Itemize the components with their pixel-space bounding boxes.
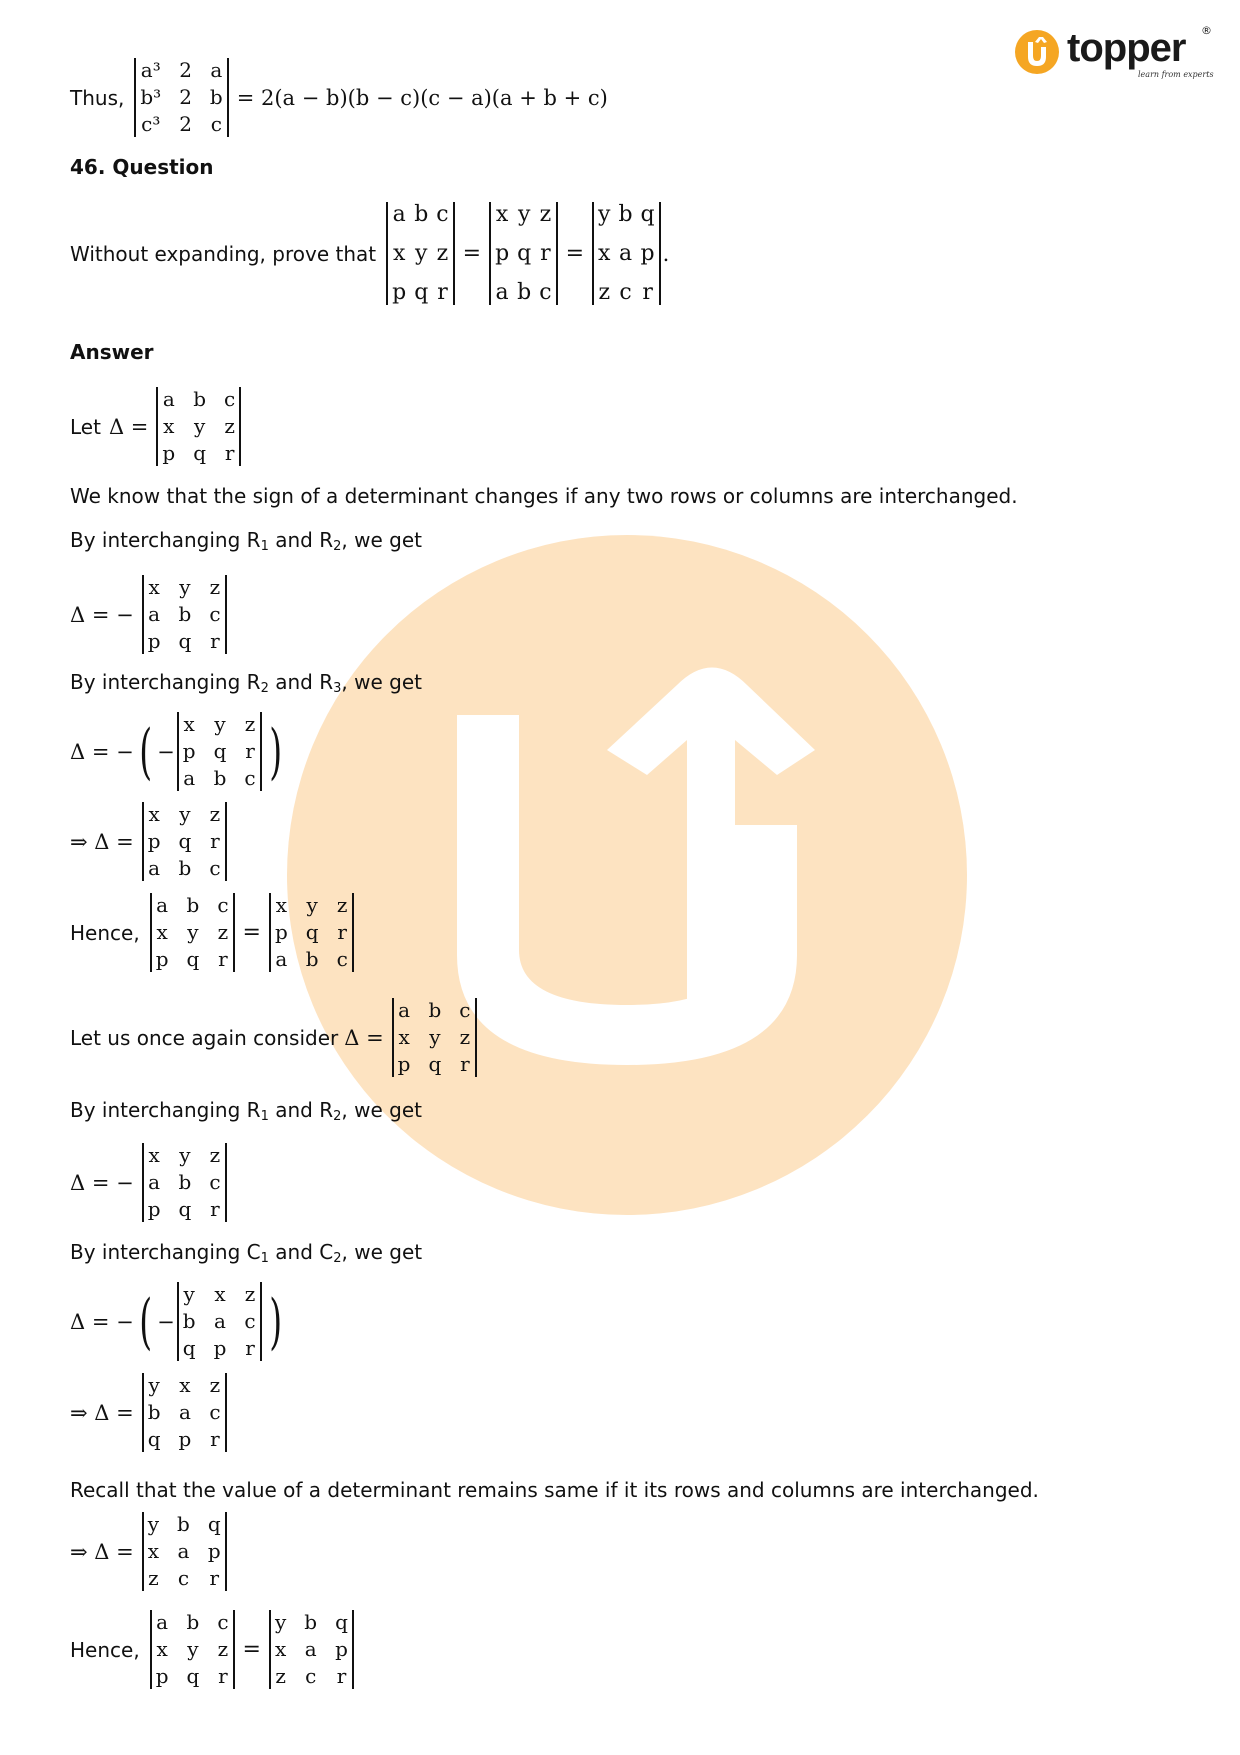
matrix-entry: q	[178, 629, 192, 653]
matrix-entry: p	[178, 1427, 192, 1451]
matrix-entry: a	[178, 1400, 191, 1424]
matrix-entry: c³	[141, 112, 161, 136]
matrix-entry: b	[414, 202, 429, 227]
matrix-entries	[394, 998, 475, 1077]
matrix-entry: p	[213, 1336, 227, 1360]
matrix-entry: r	[437, 280, 448, 305]
matrix-entry: a³	[140, 58, 161, 82]
matrix-entry: r	[209, 1566, 220, 1590]
matrix-entries	[144, 1512, 225, 1591]
matrix-entry: a	[214, 1309, 226, 1333]
matrix-entry: b	[305, 947, 319, 971]
matrix-entry: r	[218, 947, 228, 971]
matrix-entry: c	[177, 1566, 190, 1590]
matrix-entry: b	[209, 85, 223, 109]
matrix-entry: q	[305, 920, 319, 944]
matrix-entry: y	[179, 575, 191, 599]
matrix-entry: q	[147, 1427, 161, 1451]
answer-heading-row	[70, 340, 154, 364]
matrix-entries	[144, 1373, 225, 1452]
implies-delta-ybq: ⇒ Δ = y b q x a p z c r	[70, 1512, 229, 1591]
matrix-entry: p	[162, 441, 176, 465]
matrix-entry: a	[618, 241, 633, 266]
matrix-entries	[136, 58, 226, 137]
matrix-entry: x	[148, 802, 160, 826]
matrix-entry: z	[275, 1664, 286, 1688]
matrix-entry: p	[147, 629, 161, 653]
matrix-entries	[144, 1143, 225, 1222]
matrix-entry: b	[178, 1170, 192, 1194]
matrix-entry: c	[210, 112, 222, 136]
matrix-entries	[144, 575, 225, 654]
implies-delta-xyz-pqr-abc: ⇒ Δ = x y z p q r a b c	[70, 802, 229, 881]
matrix-entry: 2	[179, 112, 192, 136]
matrix-entry: b³	[140, 85, 162, 109]
matrix-entry: c	[209, 856, 221, 880]
matrix-entry: p	[392, 280, 407, 305]
matrix-entry: y	[274, 1610, 287, 1634]
matrix-entry: c	[436, 202, 449, 227]
determinant-abc	[386, 202, 455, 305]
matrix-entry: c	[244, 766, 256, 790]
matrix-entry: b	[618, 202, 633, 227]
hence-first-result: Hence, a b c x y z p q r = x y z p q r a b c	[70, 893, 356, 972]
matrix-entry: y	[306, 893, 318, 917]
matrix-entry: c	[336, 947, 348, 971]
thus-label: Thus,	[70, 85, 125, 110]
matrix-entry: b	[177, 1512, 190, 1536]
matrix-entry: q	[178, 1197, 192, 1221]
determinant-ybq	[592, 202, 661, 305]
matrix-entry: y	[429, 1025, 441, 1049]
matrix-entries	[388, 202, 453, 305]
implies-delta-yxz: ⇒ Δ = y x z b a c q p r	[70, 1373, 229, 1452]
matrix-entry: z	[148, 1566, 159, 1590]
step-r1-r2: By interchanging R 1 and R 2 , we get	[70, 528, 422, 554]
delta-neg-xyz-abc-again: Δ = − x y z a b c p q r	[70, 1143, 229, 1222]
question-heading: 46. Question	[70, 155, 214, 179]
matrix-entry: b	[186, 893, 200, 917]
matrix-entry: b	[182, 1309, 196, 1333]
matrix-entry: q	[186, 1664, 200, 1688]
matrix-entry: y	[187, 920, 199, 944]
matrix-entry: y	[183, 1282, 195, 1306]
matrix-entry: a	[148, 1170, 161, 1194]
matrix-entry: y	[179, 802, 191, 826]
matrix-entry: p	[207, 1539, 221, 1563]
matrix-entry: b	[304, 1610, 318, 1634]
delta-double-neg-yxz: Δ = − ( − y x z b a c q p r )	[70, 1282, 282, 1360]
matrix-entry: y	[415, 241, 428, 266]
matrix-entries	[179, 1282, 260, 1361]
hence-second-result: Hence, a b c x y z p q r = y b q x a p z c r	[70, 1610, 356, 1689]
matrix-entry: x	[147, 1539, 160, 1563]
matrix-entry: c	[217, 893, 229, 917]
determinant-cubic	[134, 58, 228, 137]
matrix-entry: x	[214, 1282, 226, 1306]
matrix-entry: 2	[179, 58, 192, 82]
determinant-abc	[156, 387, 241, 466]
matrix-entries	[179, 712, 260, 791]
matrix-entry: x	[392, 241, 406, 266]
matrix-entry: q	[193, 441, 206, 465]
matrix-entry: r	[540, 241, 551, 266]
matrix-entry: z	[209, 802, 221, 826]
matrix-entry: x	[275, 893, 287, 917]
matrix-entry: y	[147, 1512, 160, 1536]
matrix-entry: c	[305, 1664, 317, 1688]
matrix-entry: a	[148, 602, 161, 626]
matrix-entry: r	[224, 441, 235, 465]
matrix-entry: z	[336, 893, 348, 917]
matrix-entries	[271, 893, 352, 972]
matrix-entry: r	[210, 629, 220, 653]
matrix-entry: b	[178, 602, 192, 626]
step-r2-r3: By interchanging R 2 and R 3 , we get	[70, 670, 422, 696]
matrix-entry: x	[156, 920, 168, 944]
matrix-entry: c	[619, 280, 632, 305]
let-delta-line: Let Δ = a b c x y z p q r	[70, 387, 243, 466]
matrix-entry: x	[598, 241, 611, 266]
matrix-entry: p	[147, 829, 161, 853]
matrix-entry: r	[210, 1197, 220, 1221]
matrix-entry: c	[209, 1400, 221, 1424]
matrix-entry: c	[459, 998, 471, 1022]
matrix-entries	[594, 202, 659, 305]
matrix-entry: a	[275, 947, 288, 971]
matrix-entry: a	[392, 202, 406, 227]
matrix-entry: p	[274, 920, 288, 944]
matrix-entry: a	[162, 387, 175, 411]
matrix-entries	[152, 893, 233, 972]
matrix-entry: q	[335, 1610, 348, 1634]
matrix-entry: z	[244, 712, 256, 736]
matrix-entry: z	[209, 1143, 221, 1167]
matrix-entry: p	[335, 1637, 348, 1661]
logo-wordmark: topper	[1067, 26, 1186, 70]
matrix-entry: r	[218, 1664, 228, 1688]
matrix-entries	[152, 1610, 233, 1689]
matrix-entry: a	[156, 893, 169, 917]
matrix-entry: c	[209, 602, 221, 626]
matrix-entry: x	[183, 712, 195, 736]
matrix-entry: y	[214, 712, 226, 736]
matrix-entry: z	[217, 920, 229, 944]
consider-again-line: Let us once again consider Δ = a b c x y z p q r	[70, 998, 479, 1077]
matrix-entry: y	[179, 1143, 191, 1167]
matrix-entry: y	[598, 202, 611, 227]
matrix-entry: x	[163, 414, 175, 438]
answer-heading: Answer	[70, 340, 154, 364]
matrix-entry: a	[398, 998, 411, 1022]
matrix-entry: x	[274, 1637, 287, 1661]
matrix-entry: q	[428, 1052, 442, 1076]
logo-tagline: learn from experts	[1138, 70, 1214, 79]
matrix-entry: y	[148, 1373, 160, 1397]
matrix-entries	[158, 387, 239, 466]
matrix-entry: b	[213, 766, 227, 790]
matrix-entry: x	[495, 202, 509, 227]
determinant-xyz-pqr-abc	[489, 202, 558, 305]
logo-registered: ®	[1201, 24, 1212, 37]
matrix-entry: z	[224, 414, 235, 438]
thus-line	[70, 58, 608, 137]
matrix-entry: q	[207, 1512, 221, 1536]
matrix-entry: a	[177, 1539, 190, 1563]
matrix-entry: p	[182, 739, 196, 763]
matrix-entry: z	[598, 280, 611, 305]
matrix-entry: c	[209, 1170, 221, 1194]
matrix-entry: a	[210, 58, 223, 82]
matrix-entry: z	[209, 575, 221, 599]
matrix-entry: c	[224, 387, 236, 411]
matrix-entry: r	[642, 280, 653, 305]
matrix-entry: r	[336, 1664, 347, 1688]
step-c1-c2: By interchanging C 1 and C 2 , we get	[70, 1240, 423, 1266]
matrix-entry: z	[209, 1373, 221, 1397]
topper-logo	[1015, 22, 1215, 92]
matrix-entry: p	[397, 1052, 411, 1076]
matrix-entry: p	[640, 241, 655, 266]
matrix-entry: r	[337, 920, 347, 944]
matrix-entry: a	[183, 766, 196, 790]
thus-rhs: = 2(a − b)(b − c)(c − a)(a + b + c)	[236, 85, 608, 110]
matrix-entry: p	[147, 1197, 161, 1221]
matrix-entry: q	[213, 739, 227, 763]
sign-change-statement: We know that the sign of a determinant changes if any two rows or columns are interchanged.	[70, 484, 1018, 508]
matrix-entry: y	[187, 1637, 199, 1661]
logo-circle-icon	[1015, 30, 1059, 74]
matrix-entry: q	[186, 947, 200, 971]
matrix-entry: r	[460, 1052, 470, 1076]
matrix-entry: r	[245, 1336, 255, 1360]
matrix-entry: b	[428, 998, 442, 1022]
matrix-entry: x	[398, 1025, 410, 1049]
matrix-entry: c	[217, 1610, 229, 1634]
step-r1-r2-again: By interchanging R 1 and R 2 , we get	[70, 1098, 422, 1124]
matrix-entry: q	[414, 280, 429, 305]
matrix-entry: z	[539, 202, 552, 227]
matrix-entry: y	[193, 414, 206, 438]
matrix-entry: a	[495, 280, 509, 305]
matrix-entry: c	[244, 1309, 256, 1333]
matrix-entry: z	[436, 241, 449, 266]
matrix-entry: z	[459, 1025, 471, 1049]
matrix-entry: q	[517, 241, 532, 266]
matrix-entry: r	[245, 739, 255, 763]
matrix-entry: x	[148, 575, 160, 599]
matrix-entry: q	[182, 1336, 196, 1360]
matrix-entries	[271, 1610, 352, 1689]
matrix-entry: y	[517, 202, 531, 227]
matrix-entry: x	[156, 1637, 168, 1661]
question-text: Without expanding, prove that	[70, 241, 377, 266]
matrix-entries	[144, 802, 225, 881]
matrix-entry: b	[147, 1400, 161, 1424]
matrix-entry: q	[178, 829, 192, 853]
matrix-entries	[491, 202, 556, 305]
transpose-statement: Recall that the value of a determinant remains same if it its rows and columns are interchanged.	[70, 1478, 1039, 1502]
question-statement: Without expanding, prove that a b c x y z p q r = x y z p q r a b c = y b q x a p z c r .	[70, 202, 670, 305]
matrix-entry: 2	[179, 85, 192, 109]
matrix-entry: b	[178, 856, 192, 880]
matrix-entry: p	[155, 1664, 169, 1688]
matrix-entry: x	[148, 1143, 160, 1167]
matrix-entry: a	[148, 856, 161, 880]
matrix-entry: a	[304, 1637, 317, 1661]
matrix-entry: c	[539, 280, 552, 305]
matrix-entry: p	[495, 241, 510, 266]
matrix-entry: b	[517, 280, 532, 305]
matrix-entry: b	[186, 1610, 200, 1634]
matrix-entry: r	[210, 1427, 220, 1451]
matrix-entry: p	[155, 947, 169, 971]
matrix-entry: r	[210, 829, 220, 853]
matrix-entry: z	[244, 1282, 256, 1306]
matrix-entry: q	[640, 202, 655, 227]
matrix-entry: b	[193, 387, 206, 411]
matrix-entry: a	[156, 1610, 169, 1634]
question-heading-row	[70, 155, 214, 179]
delta-double-neg-xyz-pqr-abc: Δ = − ( − x y z p q r a b c )	[70, 712, 282, 790]
delta-neg-xyz-abc: Δ = − x y z a b c p q r	[70, 575, 229, 654]
matrix-entry: x	[179, 1373, 191, 1397]
matrix-entry: z	[217, 1637, 229, 1661]
